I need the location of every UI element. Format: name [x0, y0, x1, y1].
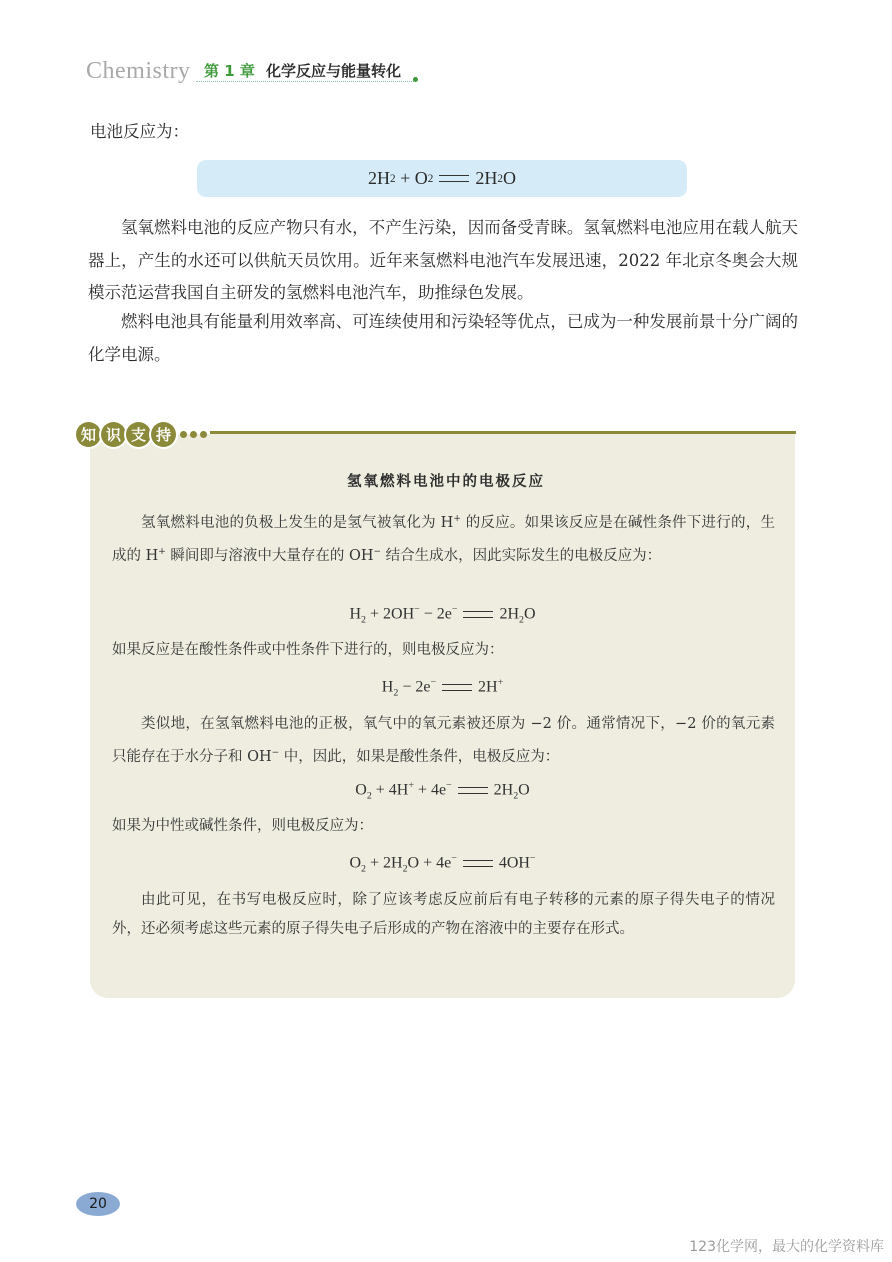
header-dot: [413, 77, 418, 82]
main-equation: 2H 2 + O 2 2H 2 O: [197, 160, 687, 197]
knowledge-paragraph-5: 由此可见，在书写电极反应时，除了应该考虑反应前后有电子转移的元素的原子得失电子的情况外，还必须考虑这些元素的原子得失电子后形成的产物在溶液中的主要存在形式。: [112, 892, 775, 937]
knowledge-title: 氢氧燃料电池中的电极反应: [347, 474, 545, 490]
chapter-title: 化学反应与能量转化: [266, 62, 402, 80]
equals-sign: [439, 175, 469, 182]
equation-alkaline-cathode: $O_2 + 2H_2O + 4e^-$ 4OH−: [349, 853, 536, 875]
knowledge-paragraph-4: 如果为中性或碱性条件，则电极反应为：: [112, 818, 373, 834]
label-char: 支: [126, 422, 151, 447]
equation-alkaline-anode: $H_2 + 2OH^- - 2e^-$ $2H_2O$: [349, 604, 536, 626]
equation-acidic-cathode: $O_2 + 4H^+ + 4e^-$ $2H_2O$: [355, 780, 530, 802]
label-char: 识: [101, 422, 126, 447]
watermark-text: 123化学网，最大的化学资料库: [689, 1239, 884, 1255]
chapter-number: 第 1 章: [204, 62, 255, 80]
subject-label: Chemistry: [86, 58, 191, 84]
paragraph-fuel-cell-advantages: 燃料电池具有能量利用效率高、可连续使用和污染轻等优点，已成为一种发展前景十分广阔的化学电源。: [88, 312, 798, 364]
knowledge-paragraph-1: 氢氧燃料电池的负极上发生的是氢气被氧化为 H+ 的反应。如果该反应是在碱性条件下进行的，生成的 H+ 瞬间即与溶液中大量存在的 OH− 结合生成水，因此实际发生的电极反应为：: [112, 514, 775, 564]
knowledge-paragraph-2: 如果反应是在酸性条件或中性条件下进行的，则电极反应为：: [112, 642, 504, 658]
knowledge-support-label: [76, 420, 210, 448]
knowledge-paragraph-3: 类似地，在氢氧燃料电池的正极，氧气中的氧元素被还原为 −2 价。通常情况下，−2 价的氧元素只能存在于水分子和 OH− 中，因此，如果是酸性条件，电极反应为：: [112, 716, 775, 765]
label-char: 知: [76, 422, 101, 447]
page-number: 20: [76, 1192, 120, 1216]
intro-text: 电池反应为：: [90, 122, 189, 141]
equation-acidic-anode: $H_2 - 2e^-$ 2H+: [381, 677, 504, 699]
label-dots: [180, 431, 210, 438]
paragraph-hydrogen-fuel-cell: 氢氧燃料电池的反应产物只有水，不产生污染，因而备受青睐。氢氧燃料电池应用在载人航天器上，产生的水还可以供航天员饮用。近年来氢燃料电池汽车发展迅速，2022 年北京冬奥会大规模示范运营我国自主研发的氢燃料电池汽车，助推绿色发展。: [88, 218, 798, 302]
label-char: 持: [151, 422, 176, 447]
header-dotted-line: [196, 81, 414, 82]
knowledge-support-rule: [210, 431, 796, 434]
